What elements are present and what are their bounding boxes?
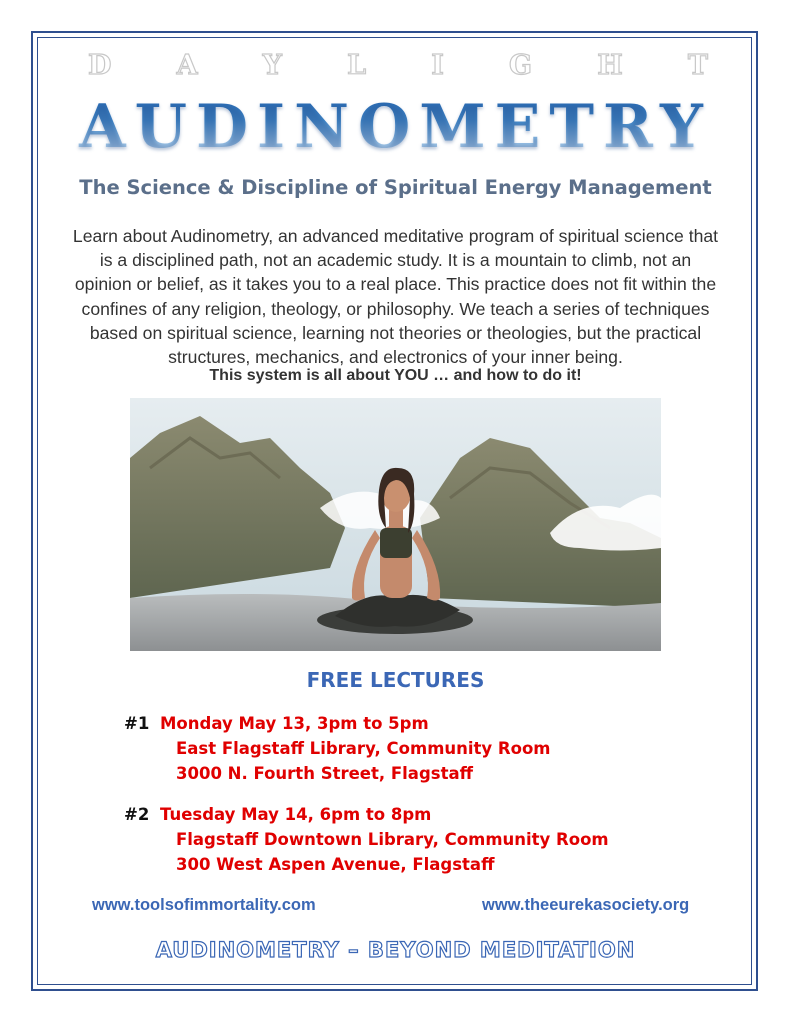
daylight-letter: D bbox=[88, 50, 112, 81]
lectures-title: FREE LECTURES bbox=[306, 668, 485, 692]
intro-paragraph: Learn about Audinometry, an advanced meditative program of spiritual science that is a disciplined path, not an academic study. It is a mountain to climb, not an opinion or belief, as it takes you to a real place. This practice does not fit within the confines of any religion, theology, or philosophy. We teach a series of techniques based on spiritual science, learning not theories or theologies, but the practical structures, mechanics, and electronics of your inner being. bbox=[72, 226, 719, 368]
lecture-place: East Flagstaff Library, Community Room bbox=[176, 739, 551, 758]
tagline: This system is all about YOU … and how to do it! bbox=[209, 367, 582, 384]
lecture-address: 3000 N. Fourth Street, Flagstaff bbox=[176, 764, 473, 783]
link-eureka-society[interactable]: www.theeurekasociety.org bbox=[482, 896, 690, 914]
daylight-letter: L bbox=[347, 50, 367, 81]
daylight-letter: Y bbox=[262, 50, 282, 81]
lecture-number: #2 bbox=[124, 805, 150, 824]
daylight-heading bbox=[88, 50, 708, 81]
lecture-1 bbox=[124, 711, 551, 786]
footer-slogan: AUDINOMETRY – BEYOND MEDITATION bbox=[155, 938, 636, 962]
daylight-letter: G bbox=[508, 50, 533, 81]
daylight-letter: I bbox=[431, 50, 444, 81]
daylight-letter: T bbox=[687, 50, 708, 81]
lecture-address: 300 West Aspen Avenue, Flagstaff bbox=[176, 855, 495, 874]
lecture-when: Monday May 13, 3pm to 5pm bbox=[160, 714, 429, 733]
daylight-letter: A bbox=[176, 50, 198, 81]
lecture-when: Tuesday May 14, 6pm to 8pm bbox=[160, 805, 432, 824]
lecture-number: #1 bbox=[124, 714, 150, 733]
link-tools-of-immortality[interactable]: www.toolsofimmortality.com bbox=[92, 896, 316, 914]
subtitle: The Science & Discipline of Spiritual Energy Management bbox=[79, 176, 712, 199]
lecture-place: Flagstaff Downtown Library, Community Room bbox=[176, 830, 609, 849]
lecture-2 bbox=[124, 802, 609, 877]
meditation-photo bbox=[130, 398, 661, 651]
page-title: AUDINOMETRY bbox=[0, 92, 791, 162]
daylight-letter: H bbox=[597, 50, 623, 81]
